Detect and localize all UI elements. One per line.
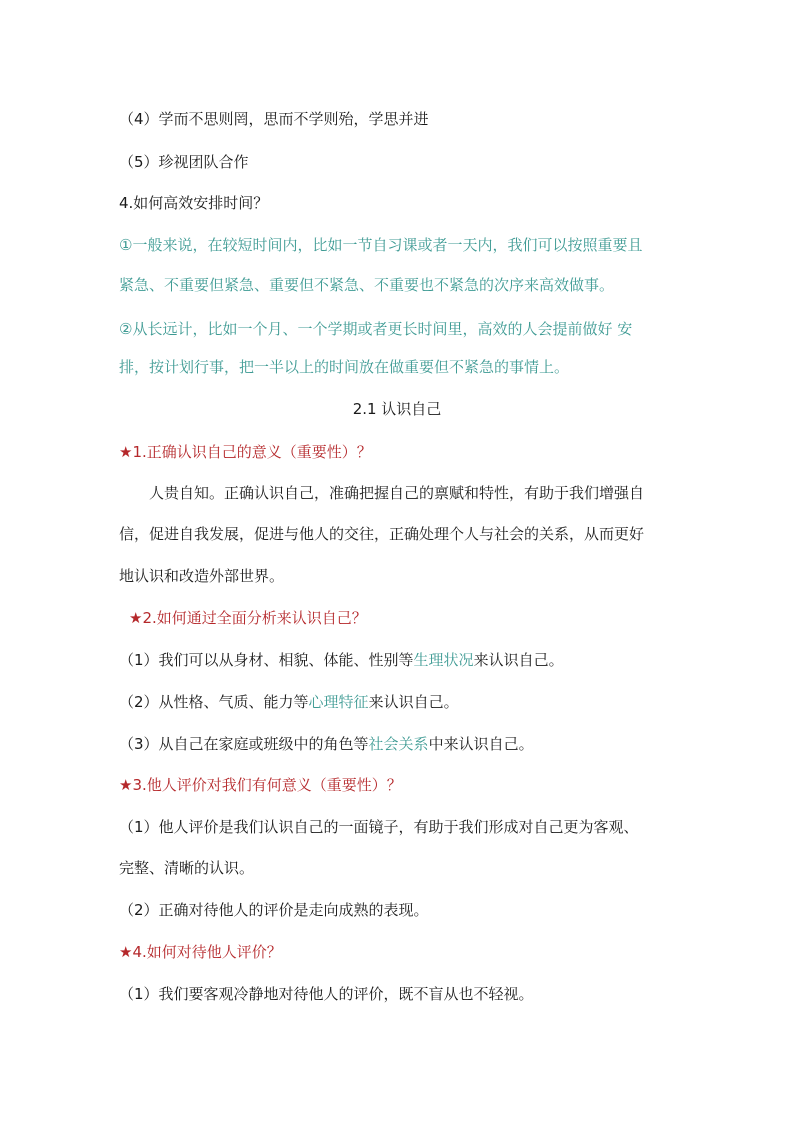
answer-line: ②从长远计，比如一个月、一个学期或者更长时间里，高效的人会提前做好 安 [119,320,633,338]
paragraph-line: 人贵自知。正确认识自己，准确把握自己的禀赋和特性，有助于我们增强自 [149,484,645,502]
list-item-text: 来认识自己。 [368,693,459,711]
list-item: （1）我们要客观冷静地对待他人的评价，既不盲从也不轻视。 [119,985,534,1003]
list-item: （2）正确对待他人的评价是走向成熟的表现。 [119,901,429,919]
question-heading-2: ★2.如何通过全面分析来认识自己？ [129,609,367,627]
list-item-text: （2）从性格、气质、能力等 [119,693,309,711]
paragraph-line: 地认识和改造外部世界。 [119,567,285,585]
list-item-text: （3）从自己在家庭或班级中的角色等 [119,735,369,753]
paragraph-line: 信，促进自我发展，促进与他人的交往，正确处理个人与社会的关系，从而更好 [119,525,645,543]
question-heading-time: 4.如何高效安排时间？ [119,194,269,212]
answer-line: ①一般来说，在较短时间内，比如一节自习课或者一天内，我们可以按照重要且 [119,236,643,254]
list-item [119,734,534,754]
answer-line: 紧急、不重要但紧急、重要但不紧急、不重要也不紧急的次序来高效做事。 [119,276,615,294]
list-item-text: 中来认识自己。 [428,735,534,753]
question-heading-1: ★1.正确认识自己的意义（重要性）？ [119,443,372,461]
list-item-4: （4）学而不思则罔，思而不学则殆，学思并进 [119,110,429,128]
list-item [119,692,459,712]
section-title: 2.1 认识自己 [352,400,442,418]
list-item: （1）他人评价是我们认识自己的一面镜子，有助于我们形成对自己更为客观、 [119,818,639,836]
answer-line: 排，按计划行事，把一半以上的时间放在做重要但不紧急的事情上。 [119,358,570,376]
highlight-term: 社会关系 [368,735,429,753]
list-item [119,650,564,670]
list-item-text: （1）我们可以从身材、相貌、体能、性别等 [119,651,414,669]
list-item: 完整、清晰的认识。 [119,859,255,877]
question-heading-3: ★3.他人评价对我们有何意义（重要性）？ [119,776,402,794]
list-item-text: 来认识自己。 [473,651,564,669]
highlight-term: 生理状况 [413,651,474,669]
list-item-5: （5）珍视团队合作 [119,153,249,171]
question-heading-4: ★4.如何对待他人评价？ [119,943,282,961]
highlight-term: 心理特征 [308,693,369,711]
